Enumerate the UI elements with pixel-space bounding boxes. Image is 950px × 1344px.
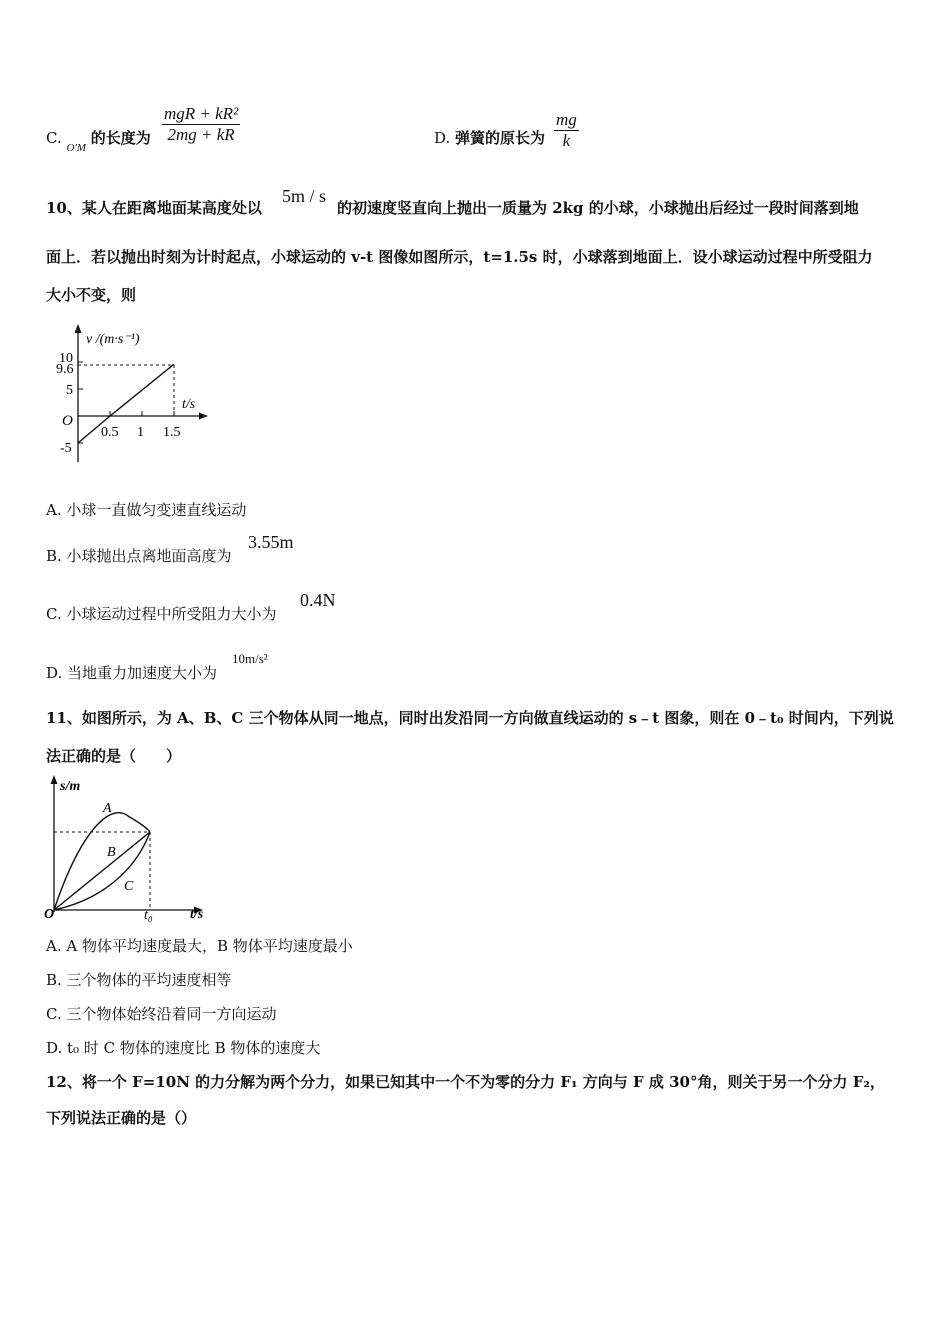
q10-line3: 大小不变，则	[46, 286, 137, 304]
x-tick-label-1-5: 1.5	[163, 425, 181, 440]
q9-option-c-sub: O′M	[66, 142, 87, 154]
q11-option-a: A. A 物体平均速度最大，B 物体平均速度最小	[46, 937, 353, 955]
fraction-denominator: 2mg + kR	[167, 125, 235, 144]
curve-a-label: A	[103, 801, 112, 816]
q9-option-d-text: 弹簧的原长为	[455, 129, 546, 147]
q12-line2: 下列说法正确的是（）	[46, 1109, 197, 1127]
x-axis-label: t/s	[190, 907, 204, 922]
fraction-numerator: mgR + kR²	[164, 104, 239, 123]
q10-line1-pre: 10、某人在距离地面某高度处以	[46, 199, 262, 217]
q9-option-c	[46, 128, 151, 154]
q10-line1-post: 的初速度竖直向上抛出一质量为 2kg 的小球，小球抛出后经过一段时间落到地	[337, 199, 859, 217]
origin-label: O	[44, 907, 55, 922]
q10-option-a: A. 小球一直做匀变速直线运动	[46, 501, 247, 519]
y-tick-label-5: 5	[66, 383, 73, 398]
q9-option-d-fraction	[554, 110, 579, 151]
x-axis-label: t/s	[182, 397, 196, 412]
t0-label: t₀	[144, 908, 153, 922]
q11-option-c: C. 三个物体始终沿着同一方向运动	[46, 1005, 277, 1023]
q10-line2: 面上．若以抛出时刻为计时起点，小球运动的 v-t 图像如图所示，t=1.5s 时，小球落到地面上．设小球运动过程中所受阻力	[46, 248, 873, 266]
q10-speed: 5m / s	[282, 186, 327, 206]
y-tick-label-10: 10	[59, 351, 73, 366]
q11-option-b: B. 三个物体的平均速度相等	[46, 971, 232, 989]
q10-option-b: B. 小球抛出点离地面高度为	[46, 547, 232, 565]
q9-option-c-label: C.	[46, 129, 62, 147]
q10-option-b-value: 3.55m	[248, 532, 294, 552]
q9-option-d-label: D.	[434, 129, 451, 147]
origin-label: O	[62, 413, 73, 429]
q11-st-graph	[40, 772, 220, 922]
q12-line1: 12、将一个 F=10N 的力分解为两个分力，如果已知其中一个不为零的分力 F₁ 方向与 F 成 30°角，则关于另一个分力 F₂，	[46, 1073, 885, 1091]
q9-option-c-text: 的长度为	[90, 129, 151, 147]
q9-option-d	[434, 128, 545, 148]
y-tick-label-9-6: 9.6	[56, 362, 74, 377]
fraction-numerator: mg	[556, 110, 577, 129]
x-axis-arrow-icon	[199, 413, 208, 420]
q11-line1: 11、如图所示，为 A、B、C 三个物体从同一地点，同时出发沿同一方向做直线运动的 s﹣t 图象，则在 0﹣t₀ 时间内，下列说	[46, 709, 894, 727]
curve-b-label: B	[107, 845, 116, 860]
y-axis-arrow-icon	[51, 775, 58, 784]
x-tick-label-1: 1	[137, 425, 144, 440]
y-axis-label: v /(m·s⁻¹)	[86, 332, 140, 347]
y-axis-label: s/m	[60, 779, 81, 794]
q10-option-d: D. 当地重力加速度大小为	[46, 664, 218, 682]
y-axis-arrow-icon	[75, 324, 82, 333]
curve-c-label: C	[124, 879, 134, 894]
fraction-denominator: k	[562, 131, 571, 150]
velocity-series-line	[78, 364, 174, 443]
y-tick-label-minus-5: -5	[60, 441, 72, 456]
x-tick-label-0-5: 0.5	[101, 425, 119, 440]
q11-option-d: D. t₀ 时 C 物体的速度比 B 物体的速度大	[46, 1039, 321, 1057]
q10-option-c-value: 0.4N	[300, 590, 336, 610]
curve-a	[54, 813, 150, 910]
q10-vt-graph	[56, 322, 216, 472]
q10-option-d-value: 10m/s²	[232, 651, 268, 666]
q10-option-c: C. 小球运动过程中所受阻力大小为	[46, 605, 277, 623]
q11-line2: 法正确的是（ ）	[46, 747, 182, 765]
q9-option-c-fraction	[162, 104, 240, 145]
